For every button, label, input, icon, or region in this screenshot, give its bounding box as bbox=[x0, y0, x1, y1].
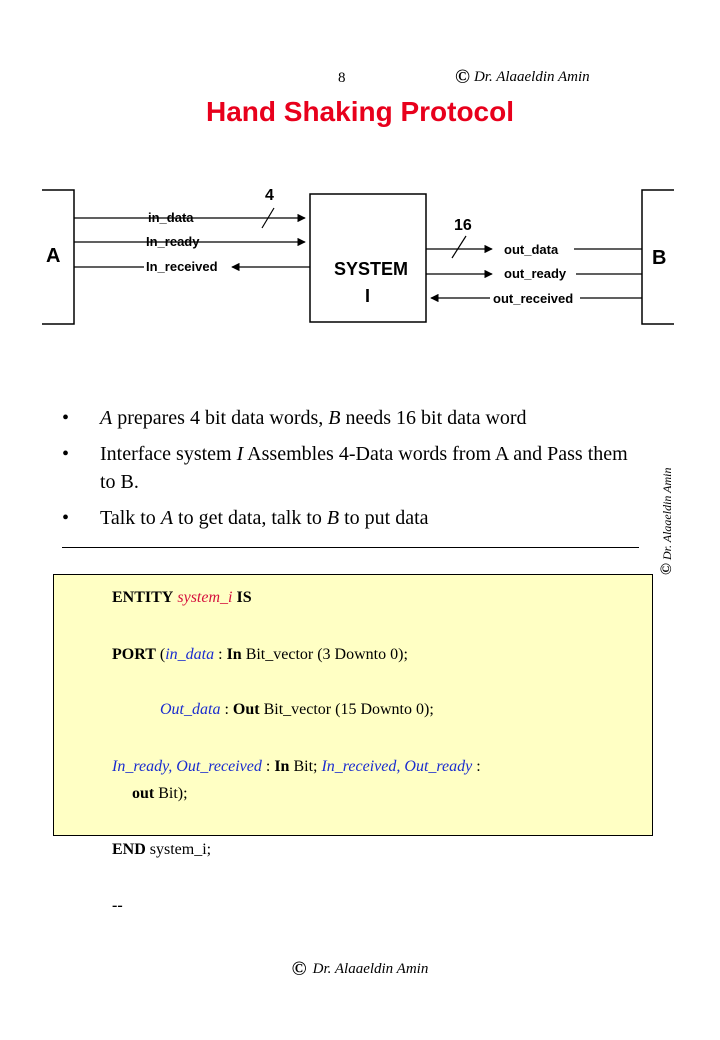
header-author: Dr. Alaaeldin Amin bbox=[473, 69, 590, 85]
block-b-label: B bbox=[652, 247, 667, 269]
divider bbox=[62, 547, 639, 548]
copyright-icon: © bbox=[291, 958, 307, 980]
code-line-end: END system_i; bbox=[112, 841, 212, 858]
signal-in-ready: In_ready bbox=[146, 234, 200, 249]
signal-out-data: out_data bbox=[504, 242, 559, 257]
signal-in-data: in_data bbox=[148, 210, 194, 225]
footer-copyright bbox=[0, 958, 720, 981]
bullet-item: • Talk to A to get data, talk to B to put data bbox=[62, 504, 632, 532]
code-line-out-data: Out_data : Out Bit_vector (15 Downto 0); bbox=[160, 701, 434, 718]
footer-author: Dr. Alaaeldin Amin bbox=[312, 961, 429, 977]
copyright-icon: © bbox=[455, 66, 470, 88]
bus-width-out: 16 bbox=[454, 217, 472, 234]
page-number: 8 bbox=[338, 70, 346, 86]
side-copyright: ©Dr. Alaaeldin Amin bbox=[658, 467, 675, 575]
block-a-label: A bbox=[46, 245, 61, 267]
copyright-icon: © bbox=[658, 563, 675, 575]
code-line-out-bit: out Bit); bbox=[132, 785, 188, 802]
signal-in-received: In_received bbox=[146, 259, 218, 274]
header-copyright bbox=[455, 66, 590, 89]
system-id-label: I bbox=[365, 286, 371, 306]
bullet-item: • A prepares 4 bit data words, B needs 16 bit data word bbox=[62, 404, 632, 432]
code-line-signals: In_ready, Out_received : In Bit; In_received, Out_ready : bbox=[112, 758, 481, 775]
slide-title: Hand Shaking Protocol bbox=[205, 96, 515, 127]
code-line-port: PORT (in_data : In Bit_vector (3 Downto 0); bbox=[112, 646, 408, 663]
signal-out-received: out_received bbox=[493, 291, 574, 306]
signal-out-ready: out_ready bbox=[504, 266, 567, 281]
bullet-list bbox=[62, 404, 632, 540]
bus-slash-out bbox=[452, 236, 466, 258]
system-label: SYSTEM bbox=[334, 259, 409, 279]
code-line-entity: ENTITY system_i IS bbox=[112, 589, 252, 606]
page-header bbox=[0, 66, 720, 90]
bus-width-in: 4 bbox=[265, 187, 274, 204]
bullet-item: • Interface system I Assembles 4-Data words from A and Pass them to B. bbox=[62, 440, 632, 496]
code-line-comment: -- bbox=[112, 897, 123, 914]
handshake-diagram bbox=[38, 178, 678, 328]
